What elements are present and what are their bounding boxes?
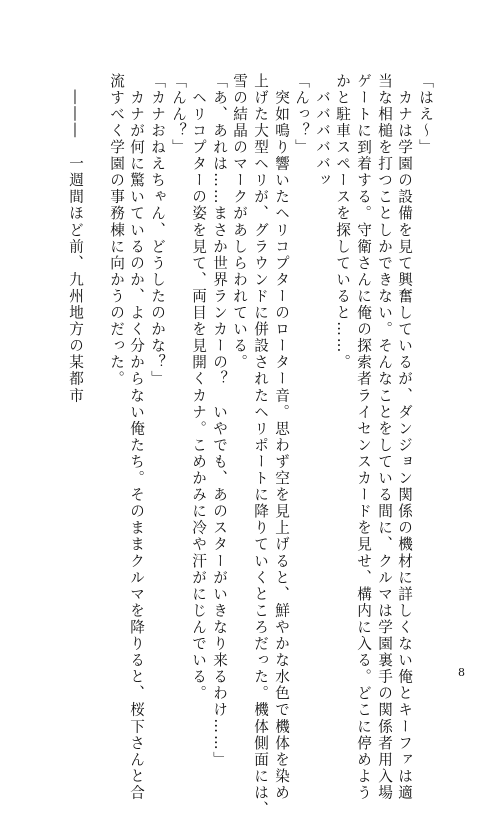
text-line: 「んっ？」 — [293, 73, 310, 156]
text-line: 雪の結晶のマークがあしらわれている。 — [231, 73, 248, 371]
text-line: カナが何に驚いているのか、よく分からない俺たち。そのままクルマを降りると、桜下さんと合 — [128, 73, 145, 802]
text-line: ヘリコプターの姿を見て、両目を見開くカナ。こめかみに冷や汗がにじんでいる。 — [190, 73, 207, 702]
text-line: 「んん？」 — [170, 73, 187, 156]
text-line: バババババッ — [314, 73, 331, 189]
page-number: 8 — [458, 666, 465, 679]
text-line: 当な相槌を打つことしかできない。そんなことをしている間に、クルマは学園裏手の関係者用入場 — [376, 73, 393, 802]
text-line: かと駐車スペースを探していると……。 — [334, 73, 351, 371]
scene-heading: ――― 一週間ほど前、九州地方の某都市 — [67, 73, 84, 404]
text-line: 突如鳴り響いたヘリコプターのローター音。思わず空を見上げると、鮮やかな水色で機体を染め — [273, 73, 290, 802]
text-line: 「あ、あれは……まさか世界ランカーの？ いやでも、あのスターがいきなり来るわけ……」 — [211, 73, 228, 769]
text-line: 「はえ〜」 — [417, 73, 434, 156]
text-line: カナは学園の設備を見て興奮しているが、ダンジョン関係の機材に詳しくない俺とキーファは適 — [396, 73, 413, 802]
text-line: ゲートに到着する。守衛さんに俺の探索者ライセンスカードを見せ、構内に入る。どこに停めよう — [355, 73, 372, 802]
text-line: 流すべく学園の事務棟に向かうのだった。 — [108, 73, 125, 388]
text-line: 「カナおねえちゃん、どうしたのかな？」 — [149, 73, 166, 388]
text-line: 上げた大型ヘリが、グラウンドに併設されたヘリポートに降りていくところだった。機体側面には、 — [252, 73, 269, 818]
